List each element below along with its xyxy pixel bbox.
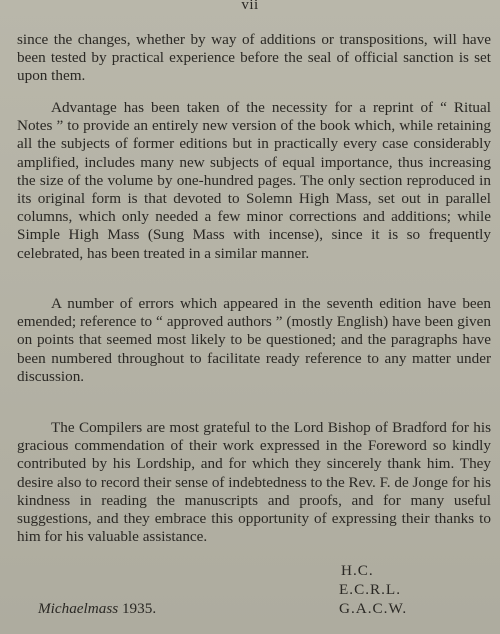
date-season: Michaelmass: [38, 600, 119, 617]
paragraph-acknowledgements: The Compilers are most grateful to the Lord Bishop of Bradford for his gracious commendation of their work expressed in the Foreword so kindly contributed by his Lordship, and for which they sincerely thank him. They desire also to record their sense of indebtedness to the Rev. F. de Jonge for his kindness in reading the manuscripts and proofs, and for many useful suggestions, and they embrace this opportunity of expressing their thanks to him for his valuable assistance.: [17, 419, 491, 546]
signature-initials: E.C.R.L.: [339, 581, 402, 598]
date-year: 1935.: [121, 600, 157, 617]
signature-initials: H.C.: [341, 562, 374, 579]
signature-initials: G.A.C.W.: [339, 600, 408, 617]
date-line: [38, 599, 156, 618]
page-number: vii: [241, 0, 259, 13]
paragraph-reprint: Advantage has been taken of the necessity for a reprint of “ Ritual Notes ” to provide an entirely new version of the book which, while retaining all the subjects of former editions but in practically every case considerably amplified, includes many new subjects of equal importance, thus increasing the size of the volume by one-hundred pages. The only section reproduced in its original form is that devoted to Solemn High Mass, set out in parallel columns, which only needed a few minor corrections and additions; while Simple High Mass (Sung Mass with incense), since it is so frequently celebrated, has been treated in a similar manner.: [17, 99, 491, 262]
signature-block: [339, 561, 407, 618]
paragraph-continuation: since the changes, whether by way of additions or transpositions, will have been tested by practical experience before the seal of official sanction is set upon them.: [17, 31, 491, 85]
paragraph-errors: A number of errors which appeared in the seventh edition have been emended; reference to “ approved authors ” (mostly English) have been given on points that seemed most likely to be questioned; and the paragraphs have been numbered throughout to facilitate ready reference to any matter under discussion.: [17, 295, 491, 385]
